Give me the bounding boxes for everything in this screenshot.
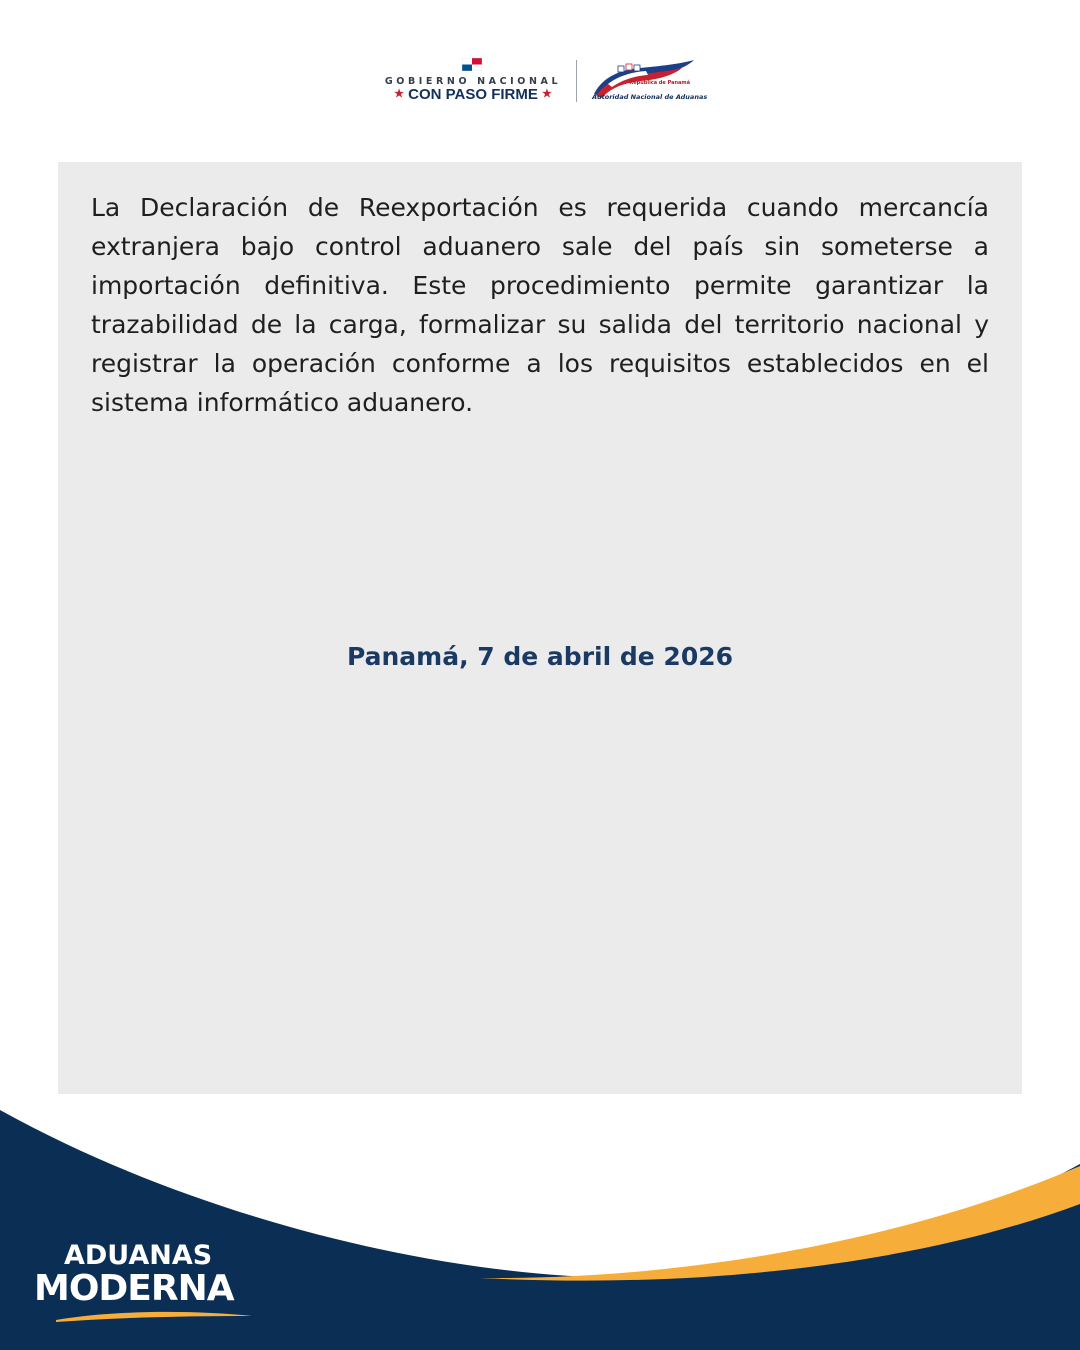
panama-flag-icon [462, 58, 482, 71]
content-panel [58, 162, 1022, 1094]
gobierno-nacional-logo [378, 58, 568, 106]
date-line: Panamá, 7 de abril de 2026 [346, 642, 734, 671]
body-text: La Declaración de Reexportación es requerida cuando mercancía extranjera bajo control aduanero sale del país sin someterse a importación definitiva. Este procedimiento permite garantizar la trazabilidad de la carga, formalizar su salida del territorio nacional y registrar la operación conforme a los requisitos establecidos en el sistema informático aduanero. [91, 193, 989, 417]
agency-country: República de Panamá [629, 80, 690, 86]
gov-slogan: CON PASO FIRME [408, 86, 538, 103]
agency-name: Autoridad Nacional de Aduanas [592, 93, 708, 101]
star-icon: ★ [542, 88, 552, 100]
brand-line2: MODERNA [34, 1268, 234, 1309]
swoosh-icon [54, 1308, 254, 1324]
gov-line1: GOBIERNO NACIONAL [384, 76, 562, 87]
star-icon: ★ [394, 88, 404, 100]
gov-line2 [378, 86, 568, 103]
header [0, 0, 1080, 150]
logo-divider [576, 60, 577, 102]
brand-line1: ADUANAS [64, 1240, 213, 1271]
aduanas-moderna-brand [34, 1240, 264, 1330]
